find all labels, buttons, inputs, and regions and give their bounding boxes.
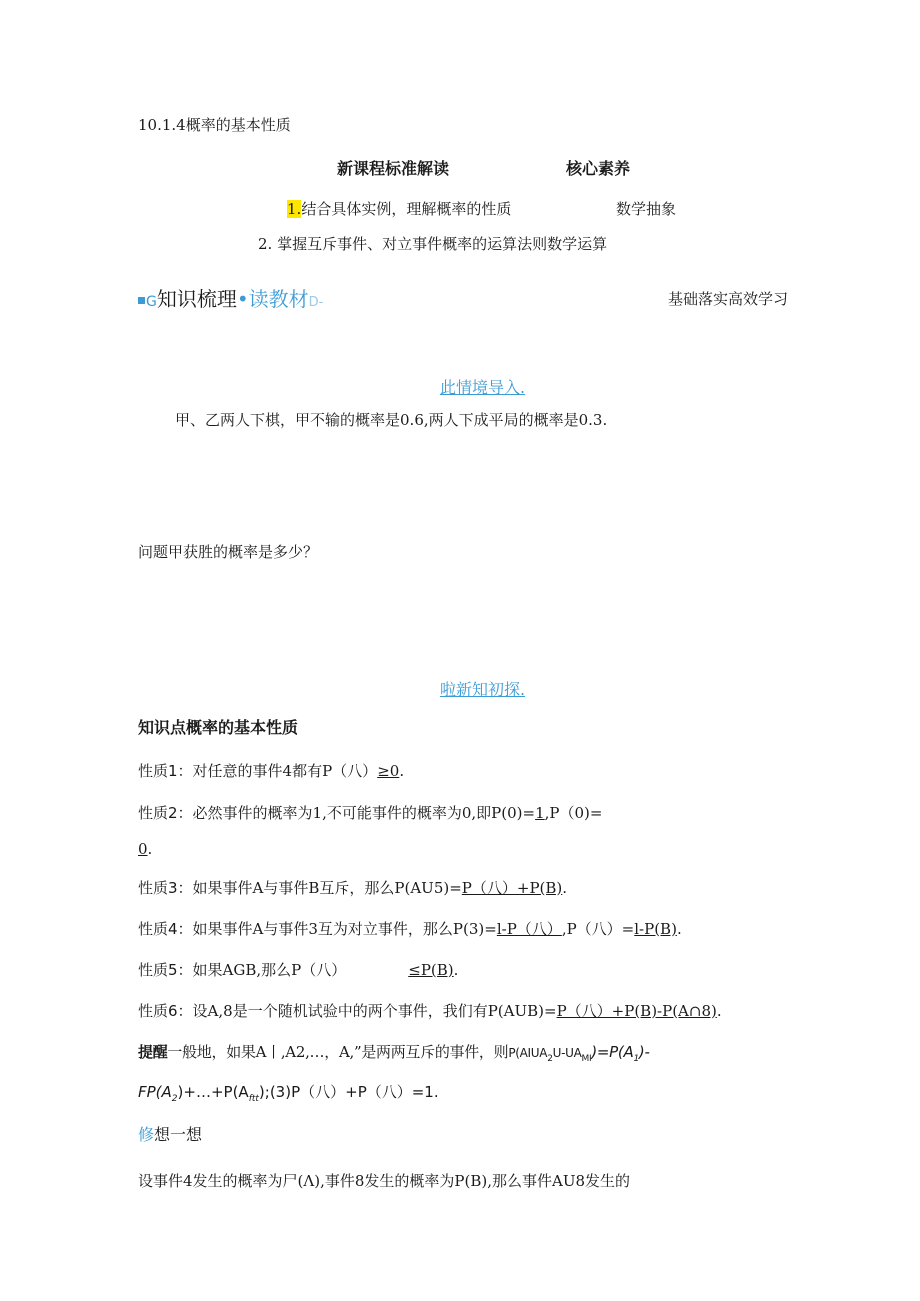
table-header-literacy: 核心素养 xyxy=(566,159,631,178)
new-knowledge-heading: 啦新知初探. xyxy=(440,680,526,699)
row1-text: 结合具体实例，理解概率的性质 xyxy=(301,200,512,218)
think-text: 设事件4发生的概率为尸(Λ),事件8发生的概率为P(B),那么事件AU8发生的 xyxy=(138,1172,630,1190)
row1-number: 1. xyxy=(287,200,302,218)
banner-right: 基础落实高效学习 xyxy=(668,290,789,308)
question-label: 问题 xyxy=(138,543,169,561)
banner xyxy=(138,283,323,312)
intro-text: 甲、乙两人下棋，甲不输的概率是0.6,两人下成平局的概率是0.3. xyxy=(175,411,608,429)
reminder: 提醒一般地，如果A丨,A2,…，A,”是两两互斥的事件，则$P(AIUA_2U-UA_{MI})=P(A_1)-$ xyxy=(138,1043,650,1064)
reminder-cont: $FP(A_2)+\dots+P(A_{ftt});(3)P$（八）+P（八）=1. xyxy=(138,1083,439,1104)
property-5: 性质5：如果AGB,那么P（八） ≤P(B). xyxy=(138,961,459,979)
knowledge-point-title: 知识点概率的基本性质 xyxy=(138,718,299,737)
row1-literacy: 数学抽象 xyxy=(616,200,677,218)
think-icon: 修 xyxy=(138,1125,155,1144)
property-1: 性质1：对任意的事件4都有P（八）≥0. xyxy=(138,762,405,780)
section-title: 10.1.4概率的基本性质 xyxy=(138,116,291,134)
table-row-2: 2. 掌握互斥事件、对立事件概率的运算法则数学运算 xyxy=(258,235,608,253)
property-2-cont: 0. xyxy=(138,840,153,858)
question-text: 甲获胜的概率是多少？ xyxy=(168,543,319,561)
question xyxy=(138,541,318,562)
table-header-standard: 新课程标准解读 xyxy=(337,159,450,178)
answer-blank: ≥0 xyxy=(377,762,400,780)
answer-blank: 1 xyxy=(535,804,545,822)
intro-heading: 此情境导入. xyxy=(440,378,526,397)
banner-dot: • xyxy=(236,287,249,311)
answer-blank: P（八）+P(B)-P(A∩8) xyxy=(556,1002,717,1020)
answer-blank: l-P(B) xyxy=(634,920,677,938)
think-label: 想一想 xyxy=(154,1125,203,1144)
banner-prefix: G xyxy=(146,294,157,310)
answer-blank: l-P（八） xyxy=(496,920,562,938)
reminder-label: 提醒 xyxy=(138,1043,168,1061)
answer-blank: ≤P(B) xyxy=(408,961,454,979)
answer-blank: P（八）+P(B) xyxy=(461,879,563,897)
answer-blank: 0 xyxy=(138,840,148,858)
property-6: 性质6：设A,8是一个随机试验中的两个事件，我们有P(AUB)=P（八）+P(B)-P(A∩8). xyxy=(138,1002,722,1020)
banner-suffix: D- xyxy=(308,295,324,310)
banner-title-2: 读教材 xyxy=(248,287,309,311)
think-heading xyxy=(138,1122,202,1145)
property-2: 性质2：必然事件的概率为1,不可能事件的概率为0,即P(0)=1,P（0)= xyxy=(138,804,603,822)
table-row-1 xyxy=(287,198,511,219)
property-3: 性质3：如果事件A与事件B互斥，那么P(AU5)=P（八）+P(B). xyxy=(138,879,568,897)
banner-title-1: 知识梳理 xyxy=(156,287,237,311)
property-4: 性质4：如果事件A与事件3互为对立事件，那么P(3)=l-P（八）,P（八）=l-P(B). xyxy=(138,920,682,938)
square-icon xyxy=(138,297,145,304)
